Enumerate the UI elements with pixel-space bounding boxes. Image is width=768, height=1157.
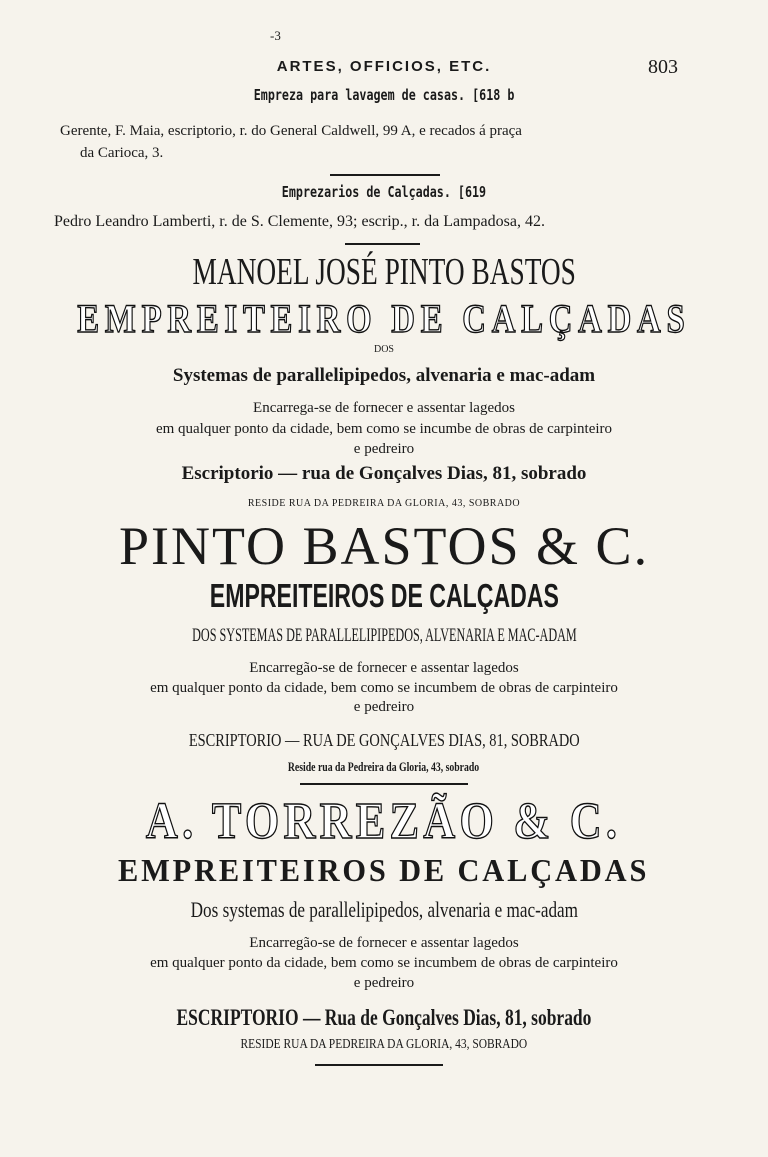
running-title: ARTES, OFFICIOS, ETC. <box>276 58 492 75</box>
ad1-systems: Systemas de parallelipipedos, alvenaria e mac-adam <box>172 365 596 386</box>
calcadas-line-1: Pedro Leandro Lamberti, r. de S. Clemente, 93; escrip., r. da Lampadosa, 42. <box>54 213 545 230</box>
ad2-body-2: em qualquer ponto da cidade, bem como se incumbem de obras de carpinteiro <box>150 680 618 696</box>
divider <box>300 783 468 785</box>
ad3-systems: Dos systemas de parallelipipedos, alvenaria e mac-adam <box>190 897 578 922</box>
ad2-body-3: e pedreiro <box>353 699 415 715</box>
ad2-reside: Reside rua da Pedreira da Gloria, 43, sobrado <box>288 759 480 774</box>
divider <box>330 174 440 176</box>
ad3-body-2: em qualquer ponto da cidade, bem como se incumbem de obras de carpinteiro <box>150 955 618 971</box>
ad1-body-3: e pedreiro <box>353 441 415 457</box>
divider <box>345 243 420 245</box>
ad3-office: ESCRIPTORIO — Rua de Gonçalves Dias, 81, sobrado <box>176 1005 592 1030</box>
ad2-office: ESCRIPTORIO — RUA DE GONÇALVES DIAS, 81, SOBRADO <box>188 730 580 750</box>
ad3-body-1: Encarregão-se de fornecer e assentar lagedos <box>249 935 519 951</box>
page-mark: -3 <box>270 28 281 43</box>
ad3-subtitle: EMPREITEIROS DE CALÇADAS <box>118 852 650 888</box>
ad1-ornamental-heading: EMPREITEIRO DE CALÇADAS <box>77 296 691 341</box>
ad2-subtitle: EMPREITEIROS DE CALÇADAS <box>209 577 559 614</box>
divider <box>315 1064 443 1066</box>
ad1-body-1: Encarrega-se de fornecer e assentar lagedos <box>253 400 515 416</box>
ad3-name: A. TORREZÃO & C. <box>146 793 622 850</box>
lavagem-line-1: Gerente, F. Maia, escriptorio, r. do General Caldwell, 99 A, e recados á praça <box>60 123 522 139</box>
page-number: 803 <box>648 56 678 78</box>
ad2-systems: DOS SYSTEMAS DE PARALLELIPIPEDOS, ALVENARIA E MAC-ADAM <box>191 625 577 646</box>
ad2-name: PINTO BASTOS & C. <box>118 516 650 576</box>
ad3-body-3: e pedreiro <box>353 975 415 991</box>
ad1-dos: DOS <box>373 344 394 355</box>
lavagem-line-2: da Carioca, 3. <box>80 145 164 161</box>
section-title-lavagem: Empreza para lavagem de casas. [618 b <box>253 86 515 104</box>
section-title-calcadas: Emprezarios de Calçadas. [619 <box>281 183 487 201</box>
ad2-body-1: Encarregão-se de fornecer e assentar lagedos <box>249 660 519 676</box>
ad1-name: MANOEL JOSÉ PINTO BASTOS <box>192 251 576 293</box>
ad1-office: Escriptorio — rua de Gonçalves Dias, 81, sobrado <box>181 463 587 484</box>
ad1-reside: RESIDE RUA DA PEDREIRA DA GLORIA, 43, SOBRADO <box>247 498 521 509</box>
ad1-body-2: em qualquer ponto da cidade, bem como se incumbe de obras de carpinteiro <box>155 421 613 437</box>
ad3-reside: RESIDE RUA DA PEDREIRA DA GLORIA, 43, SOBRADO <box>240 1037 528 1052</box>
